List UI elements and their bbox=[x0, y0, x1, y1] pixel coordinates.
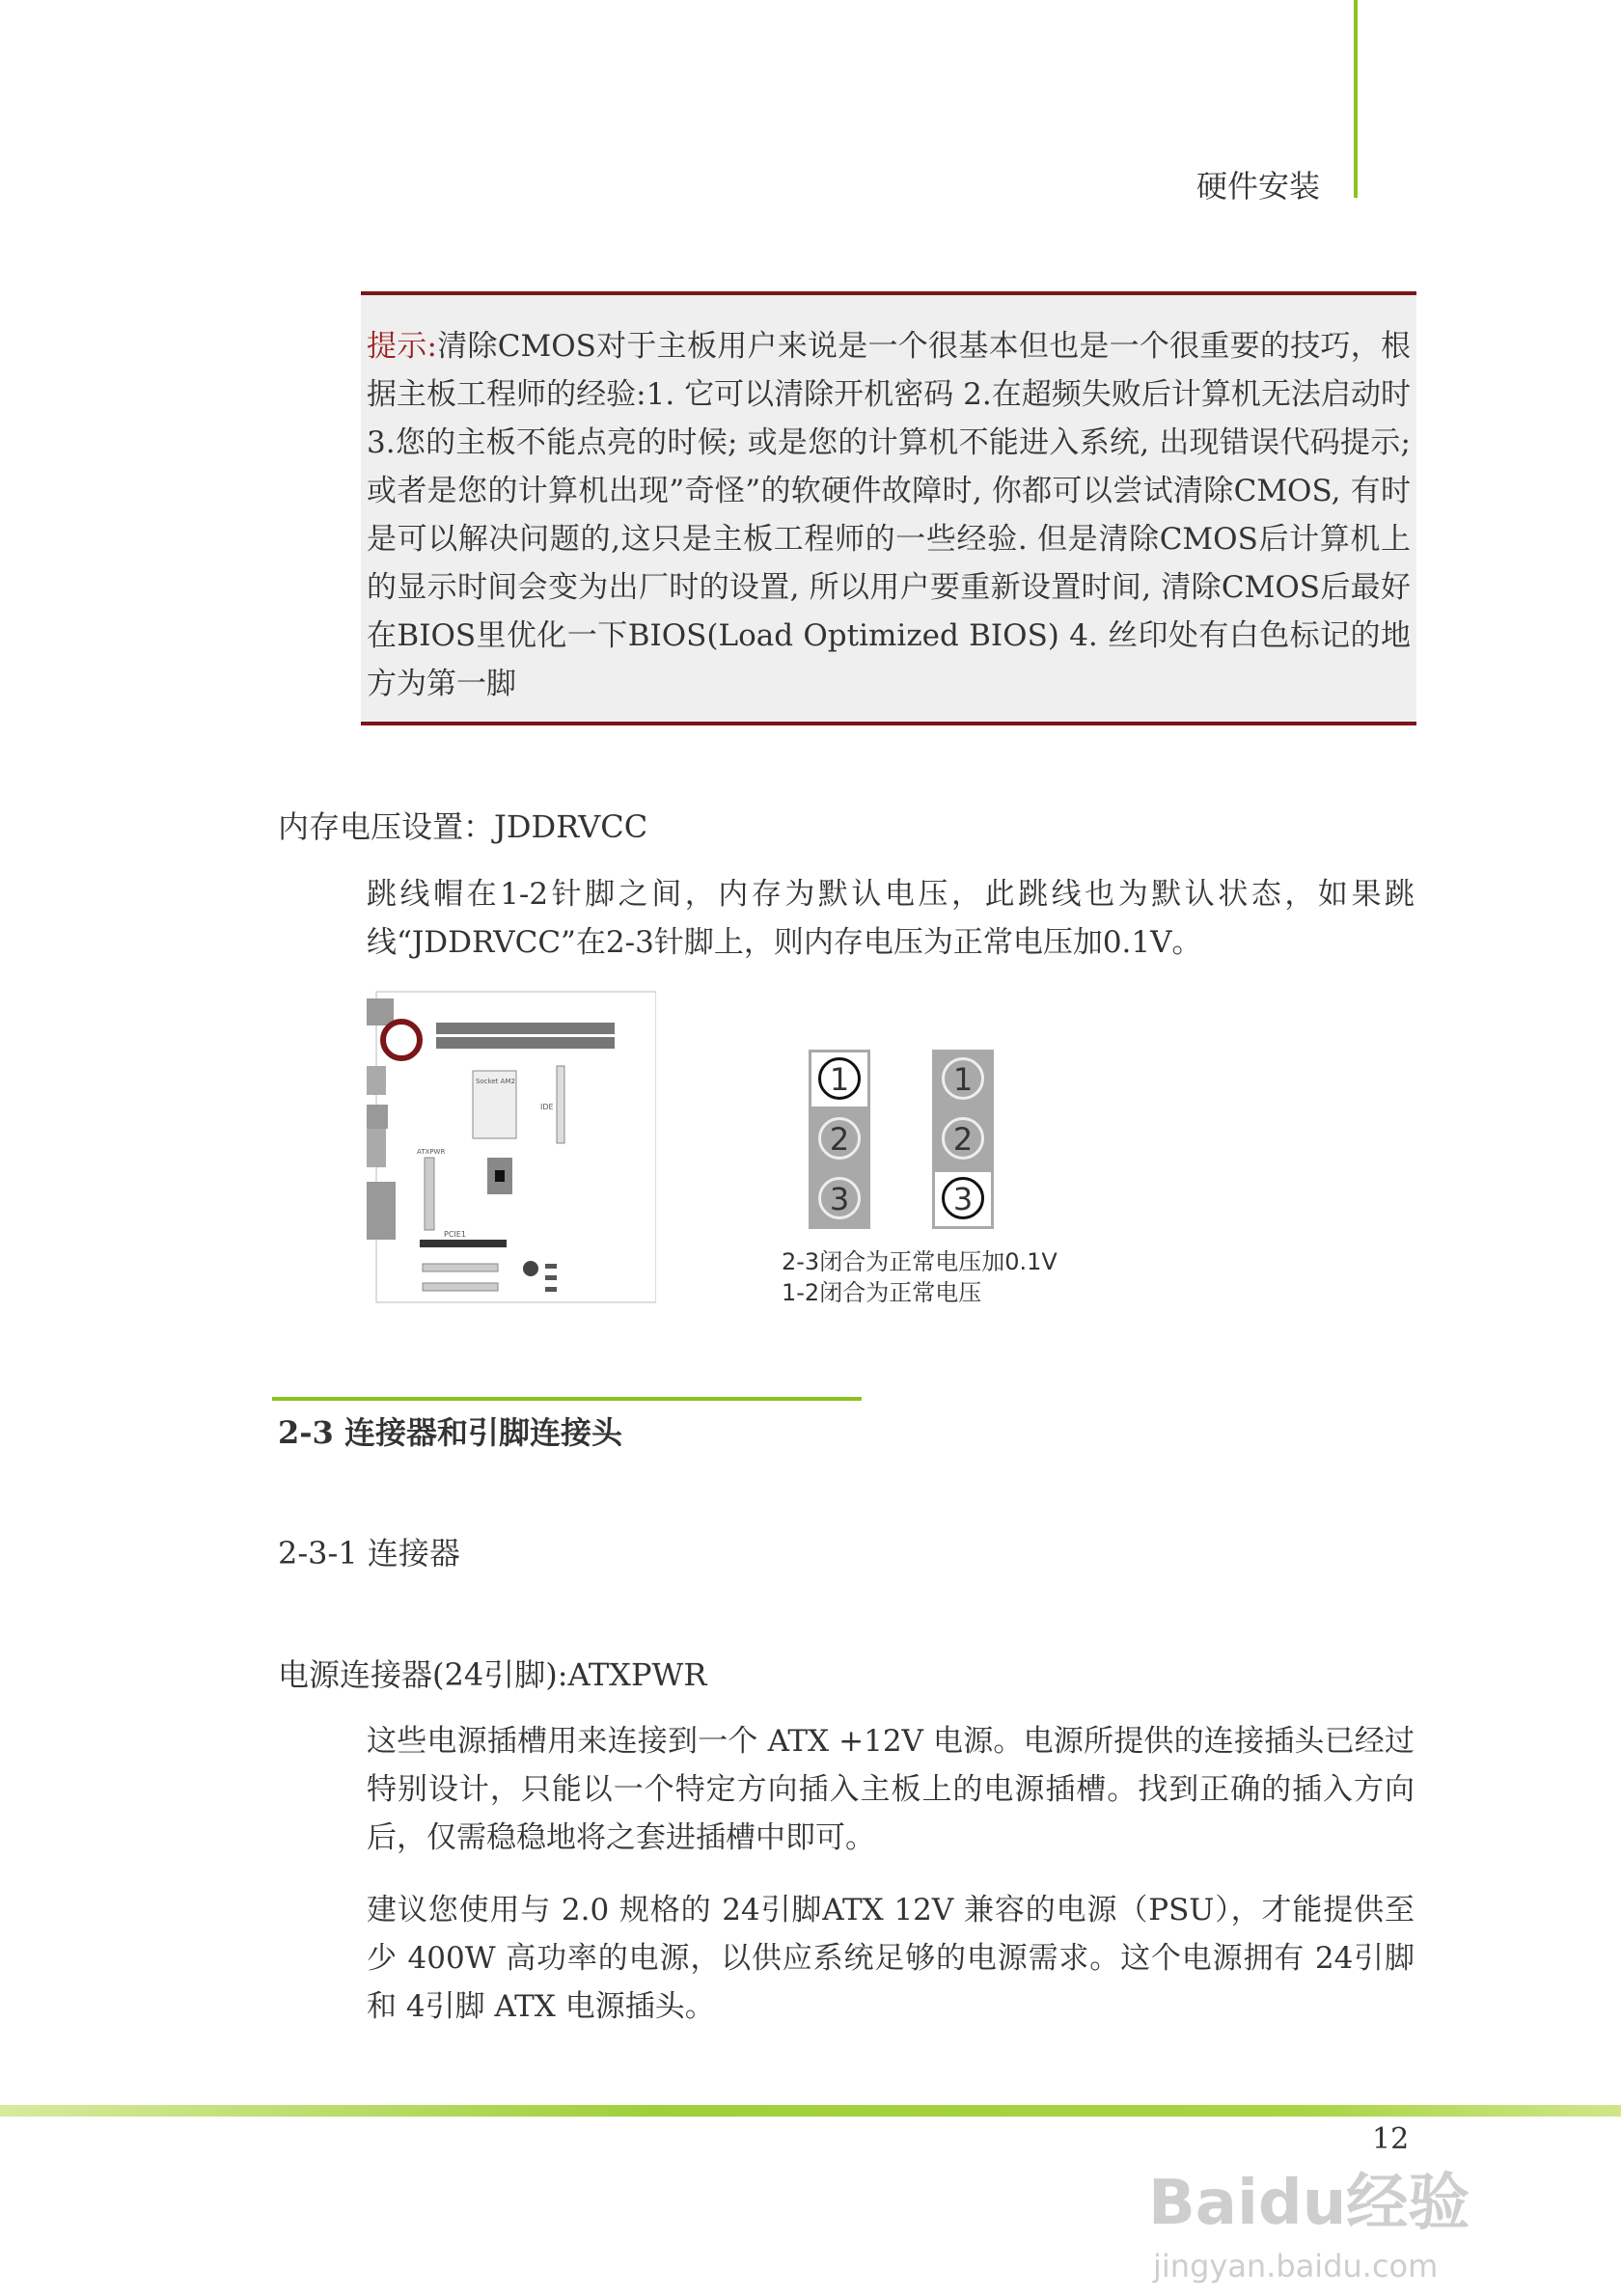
motherboard-diagram bbox=[367, 989, 656, 1307]
power-para-1: 这些电源插槽用来连接到一个 ATX +12V 电源。电源所提供的连接插头已经过特别设计，只能以一个特定方向插入主板上的电源插槽。找到正确的插入方向后，仅需稳稳地将之套进插槽中即可。 bbox=[367, 1724, 1415, 1855]
jumper-pin: 2 bbox=[942, 1117, 984, 1160]
pcie-label: PCIE1 bbox=[444, 1230, 466, 1239]
atxpwr-label: ATXPWR bbox=[417, 1148, 446, 1156]
section-title: 2-3 连接器和引脚连接头 bbox=[278, 1414, 622, 1451]
socket-label: Socket AM2 bbox=[476, 1078, 515, 1085]
jumper-caption-1: 2-3闭合为正常电压加0.1V bbox=[782, 1248, 1058, 1275]
memory-voltage-text: 跳线帽在1-2针脚之间，内存为默认电压，此跳线也为默认状态，如果跳线“JDDRVCC”在2-3针脚上，则内存电压为正常电压加0.1V。 bbox=[367, 877, 1415, 960]
watermark-url: jingyan.baidu.com bbox=[1153, 2248, 1439, 2284]
section-subtitle: 2-3-1 连接器 bbox=[278, 1535, 460, 1572]
power-title: 电源连接器(24引脚):ATXPWR bbox=[278, 1656, 707, 1693]
ide-label: IDE bbox=[540, 1103, 554, 1111]
tip-body: 清除CMOS对于主板用户来说是一个很基本但也是一个很重要的技巧，根据主板工程师的经验:1. 它可以清除开机密码 2.在超频失败后计算机无法启动时 3.您的主板不能点亮的时候; 或是您的计算机不能进入系统, 出现错误代码提示; 或者是您的计算机出现”奇怪”的软硬件故障时, 你都可以尝试清除CMOS, 有时是可以解决问题的,这只是主板工程师的一些经验. 但是清除CMOS后计算机上的显示时间会变为出厂时的设置, 所以用户要重新设置时间, 清除CMOS后最好在BIOS里优化一下BIOS(Load Optimized BIOS) 4. 丝印处有白色标记的地方为第一脚 bbox=[367, 329, 1412, 701]
watermark-logo: Baidu经验 bbox=[1148, 2168, 1470, 2239]
memory-voltage-title: 内存电压设置：JDDRVCC bbox=[278, 808, 648, 845]
power-para-2: 建议您使用与 2.0 规格的 24引脚ATX 12V 兼容的电源（PSU），才能提供至少 400W 高功率的电源，以供应系统足够的电源需求。这个电源拥有 24引脚 和 4引脚 ATX 电源插头。 bbox=[367, 1893, 1415, 2024]
jumper-default bbox=[809, 1050, 870, 1229]
jumper-caption-2: 1-2闭合为正常电压 bbox=[782, 1279, 982, 1306]
tip-box bbox=[361, 291, 1416, 725]
jumper-pin: 3 bbox=[942, 1177, 984, 1219]
section-rule bbox=[272, 1397, 862, 1401]
tip-label: 提示: bbox=[367, 329, 437, 364]
page-number: 12 bbox=[1372, 2122, 1410, 2156]
header-accent-line bbox=[1354, 0, 1358, 198]
footer-bar bbox=[0, 2105, 1621, 2117]
tip-text bbox=[367, 322, 1411, 708]
section-header: 硬件安装 bbox=[1196, 168, 1321, 205]
jumper-plus-0.1v bbox=[932, 1050, 994, 1229]
jumper-pin: 1 bbox=[818, 1057, 861, 1100]
jumper-pin: 3 bbox=[818, 1177, 861, 1219]
jumper-pin: 1 bbox=[942, 1057, 984, 1100]
jumper-pin: 2 bbox=[818, 1117, 861, 1160]
